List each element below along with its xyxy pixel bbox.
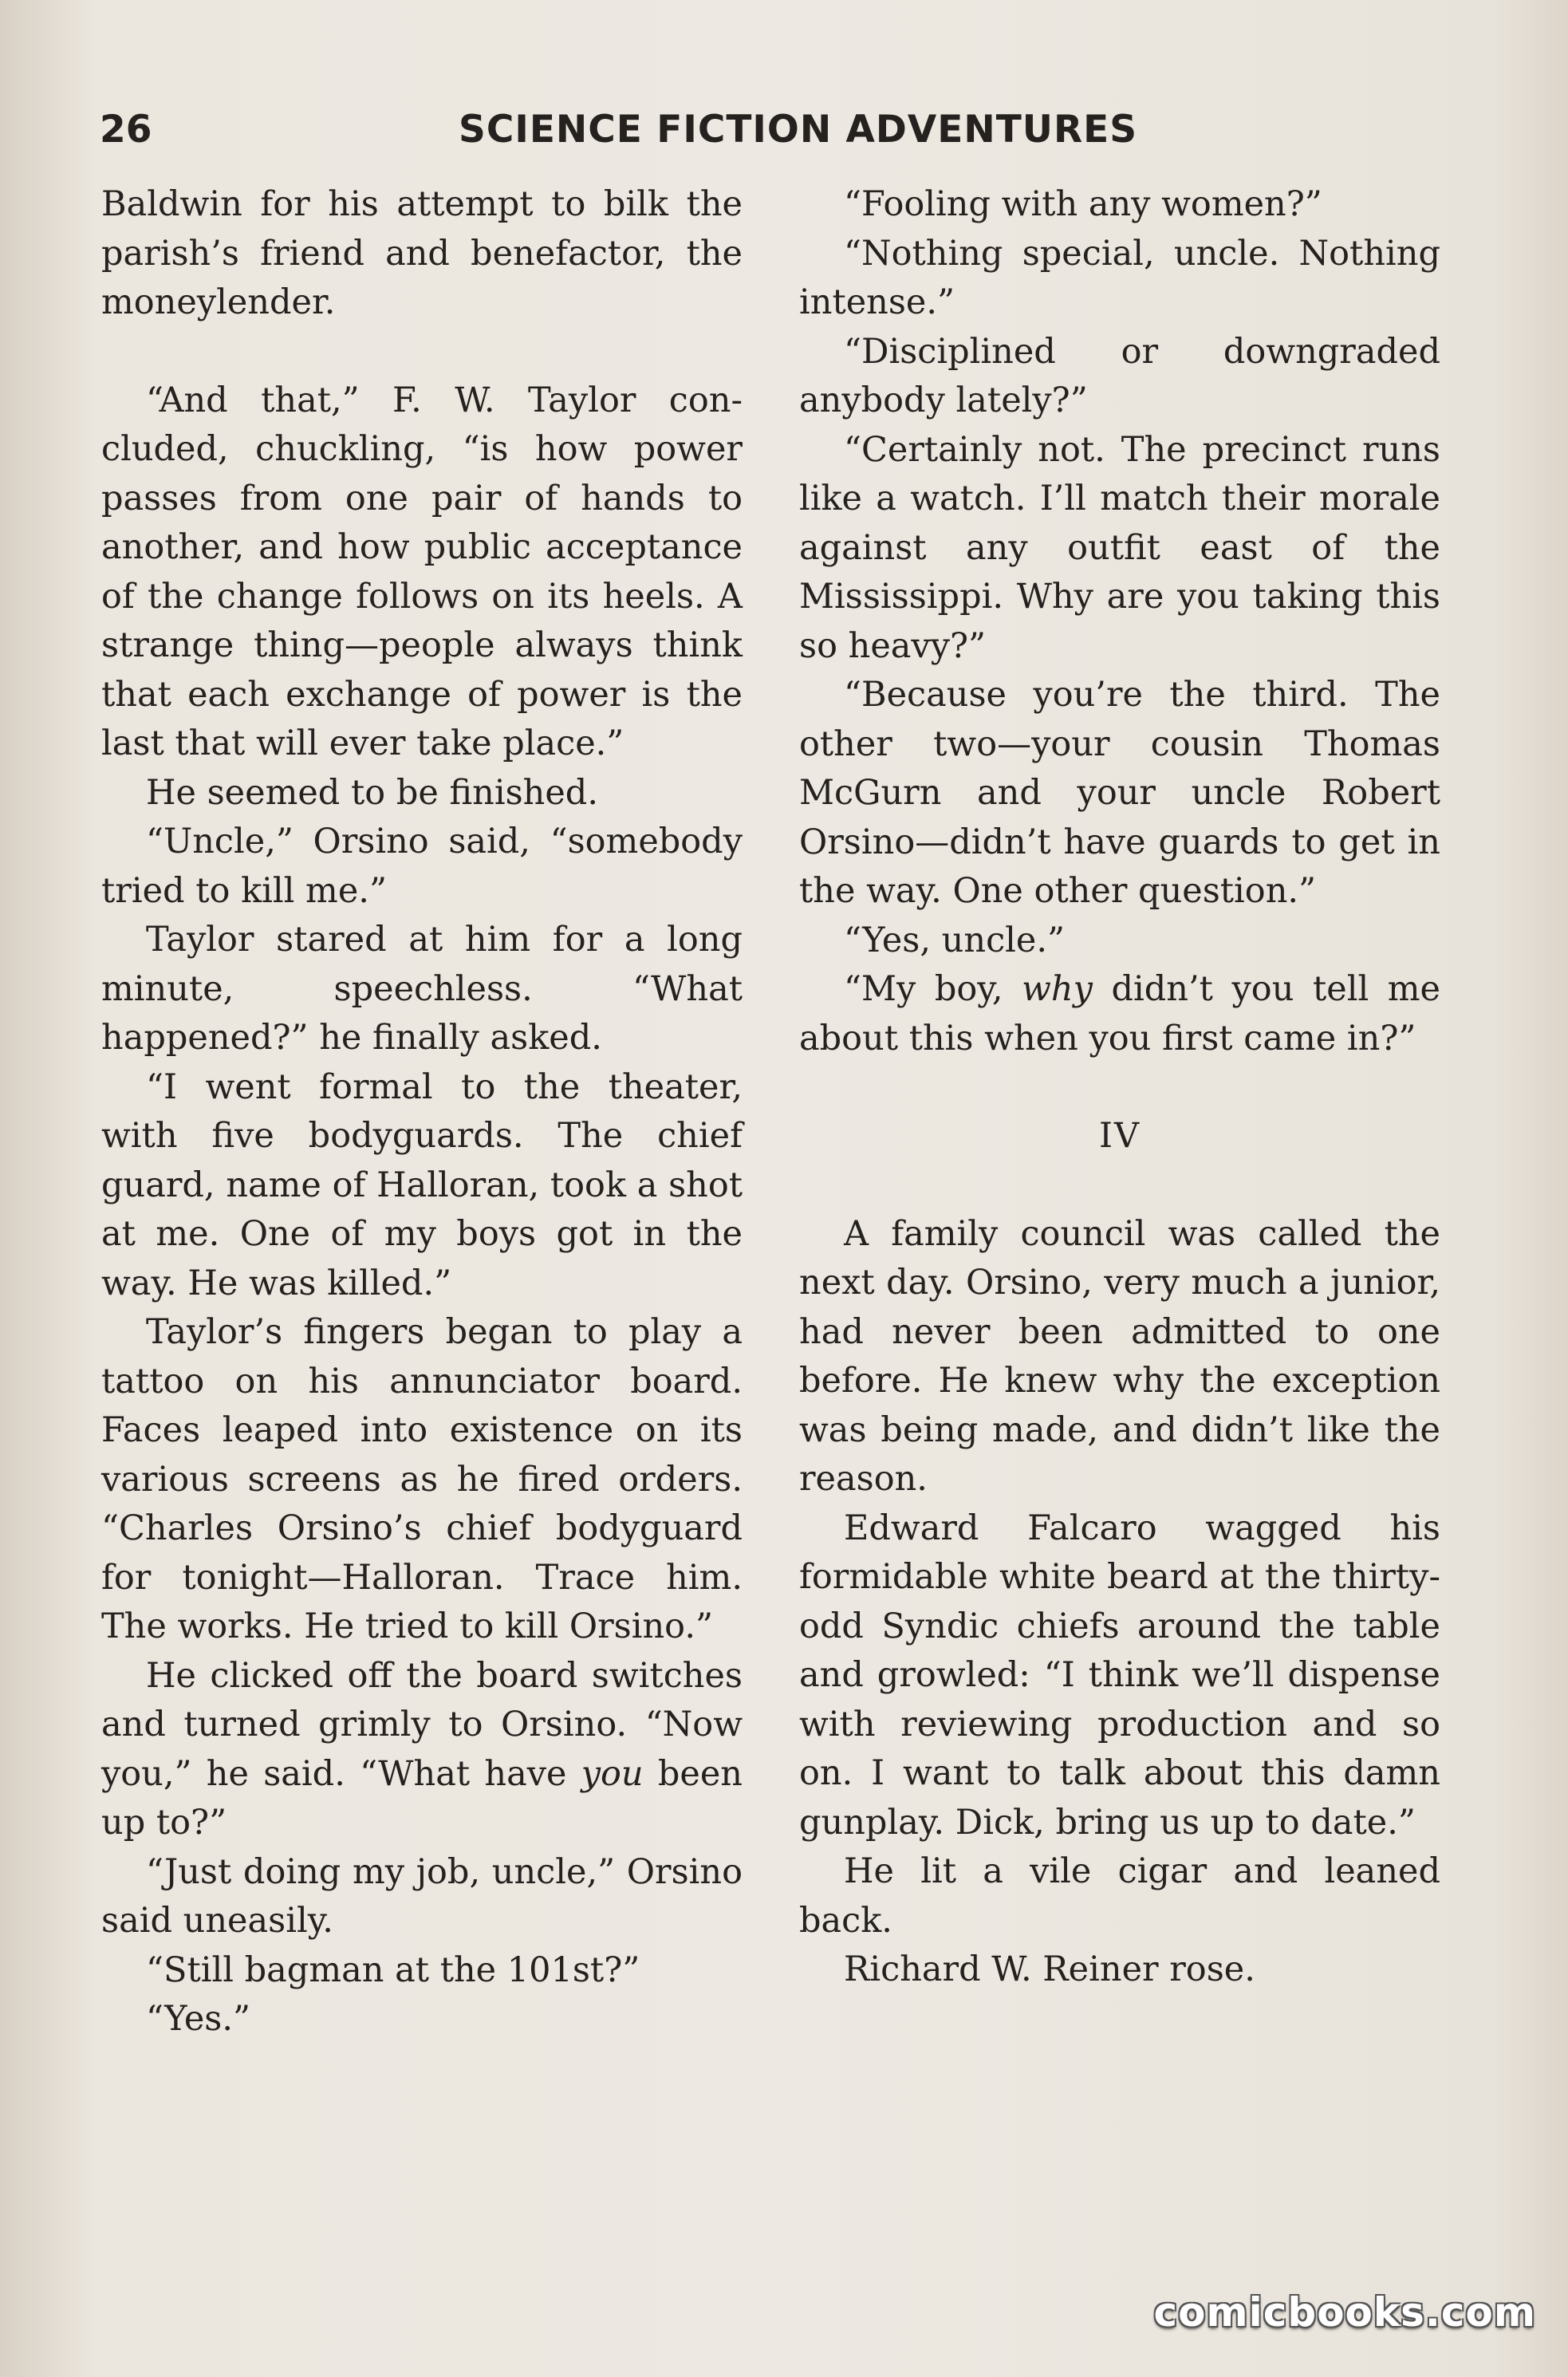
paragraph: “Fooling with any women?” — [844, 184, 1322, 224]
right-column — [799, 180, 1440, 1995]
paragraph: “I went formal to the theater, with five bodyguards. The chief guard, name of Halloran, took a shot at me. One of my boys got in the way. He was killed.” — [101, 1066, 743, 1303]
site-watermark: comicbooks.com — [1153, 2289, 1536, 2336]
left-column — [101, 180, 743, 2044]
paragraph: He seemed to be finished. — [146, 772, 598, 813]
paragraph — [101, 1652, 743, 1848]
paragraph: “Disciplined or downgraded anybody lately?” — [799, 331, 1440, 420]
paragraph: Richard W. Reiner rose. — [844, 1949, 1255, 1989]
paragraph: A family council was called the next day. Orsino, very much a junior, had never been admitted to one before. He knew why the exception was being made, and didn’t like the reason. — [799, 1213, 1440, 1499]
paragraph: Edward Falcaro wagged his formidable white beard at the thirty-odd Syndic chiefs around the table and growled: “I think we’ll dispense with reviewing production and so on. I want to talk about this damn gunplay. Dick, bring us up to date.” — [799, 1508, 1440, 1843]
paragraph: Taylor’s fingers began to play a tattoo on his annunciator board. Faces leaped into existence on its various screens as he fired orders. “Charles Orsino’s chief bodyguard for tonight—Halloran. Trace him. The works. He tried to kill Orsino.” — [101, 1312, 743, 1646]
paragraph-text: didn’t you tell me about this when you first came in?” — [799, 969, 1440, 1058]
page-header — [100, 108, 1456, 164]
paragraph-text: He clicked off the board switches and turned grimly to Orsino. “Now you,” he said. “What have — [101, 1655, 743, 1794]
paragraph: “And that,” F. W. Taylor concluded, chuckling, “is how power passes from one pair of hands to another, and how public acceptance of the change follows on its heels. A strange thing—people always think that each exchange of power is the last that will ever take place.” — [101, 380, 743, 763]
running-title: SCIENCE FICTION ADVENTURES — [459, 108, 1138, 152]
paragraph: “Yes, uncle.” — [844, 920, 1066, 960]
paragraph: Baldwin for his attempt to bilk the parish’s friend and benefactor, the moneylender. — [101, 184, 743, 322]
paragraph: “Certainly not. The precinct runs like a watch. I’ll match their morale against any outfit east of the Mississippi. Why are you taking this so heavy?” — [799, 429, 1440, 666]
paragraph: “Uncle,” Orsino said, “somebody tried to kill me.” — [101, 822, 743, 911]
paragraph — [799, 965, 1440, 1063]
paragraph-text: been up to?” — [101, 1753, 743, 1843]
paragraph: “Because you’re the third. The other two—your cousin Thomas McGurn and your uncle Robert Orsino—didn’t have guards to get in the way. One other question.” — [799, 675, 1440, 911]
page-number: 26 — [100, 108, 152, 152]
paragraph-text: “My boy, — [844, 969, 1003, 1009]
section-number: IV — [1098, 1116, 1141, 1156]
paragraph: “Yes.” — [146, 1999, 250, 2039]
paragraph: “Still bagman at the 101st?” — [146, 1949, 640, 1990]
emphasis-text: you — [581, 1753, 644, 1794]
paragraph: He lit a vile cigar and leaned back. — [799, 1851, 1440, 1941]
paragraph: “Nothing special, uncle. Nothing intense.” — [799, 233, 1440, 322]
emphasis-text: why — [1022, 969, 1093, 1009]
paragraph: “Just doing my job, uncle,” Orsino said uneasily. — [101, 1851, 743, 1941]
paragraph: Taylor stared at him for a long minute, speechless. “What happened?” he finally asked. — [101, 920, 743, 1058]
